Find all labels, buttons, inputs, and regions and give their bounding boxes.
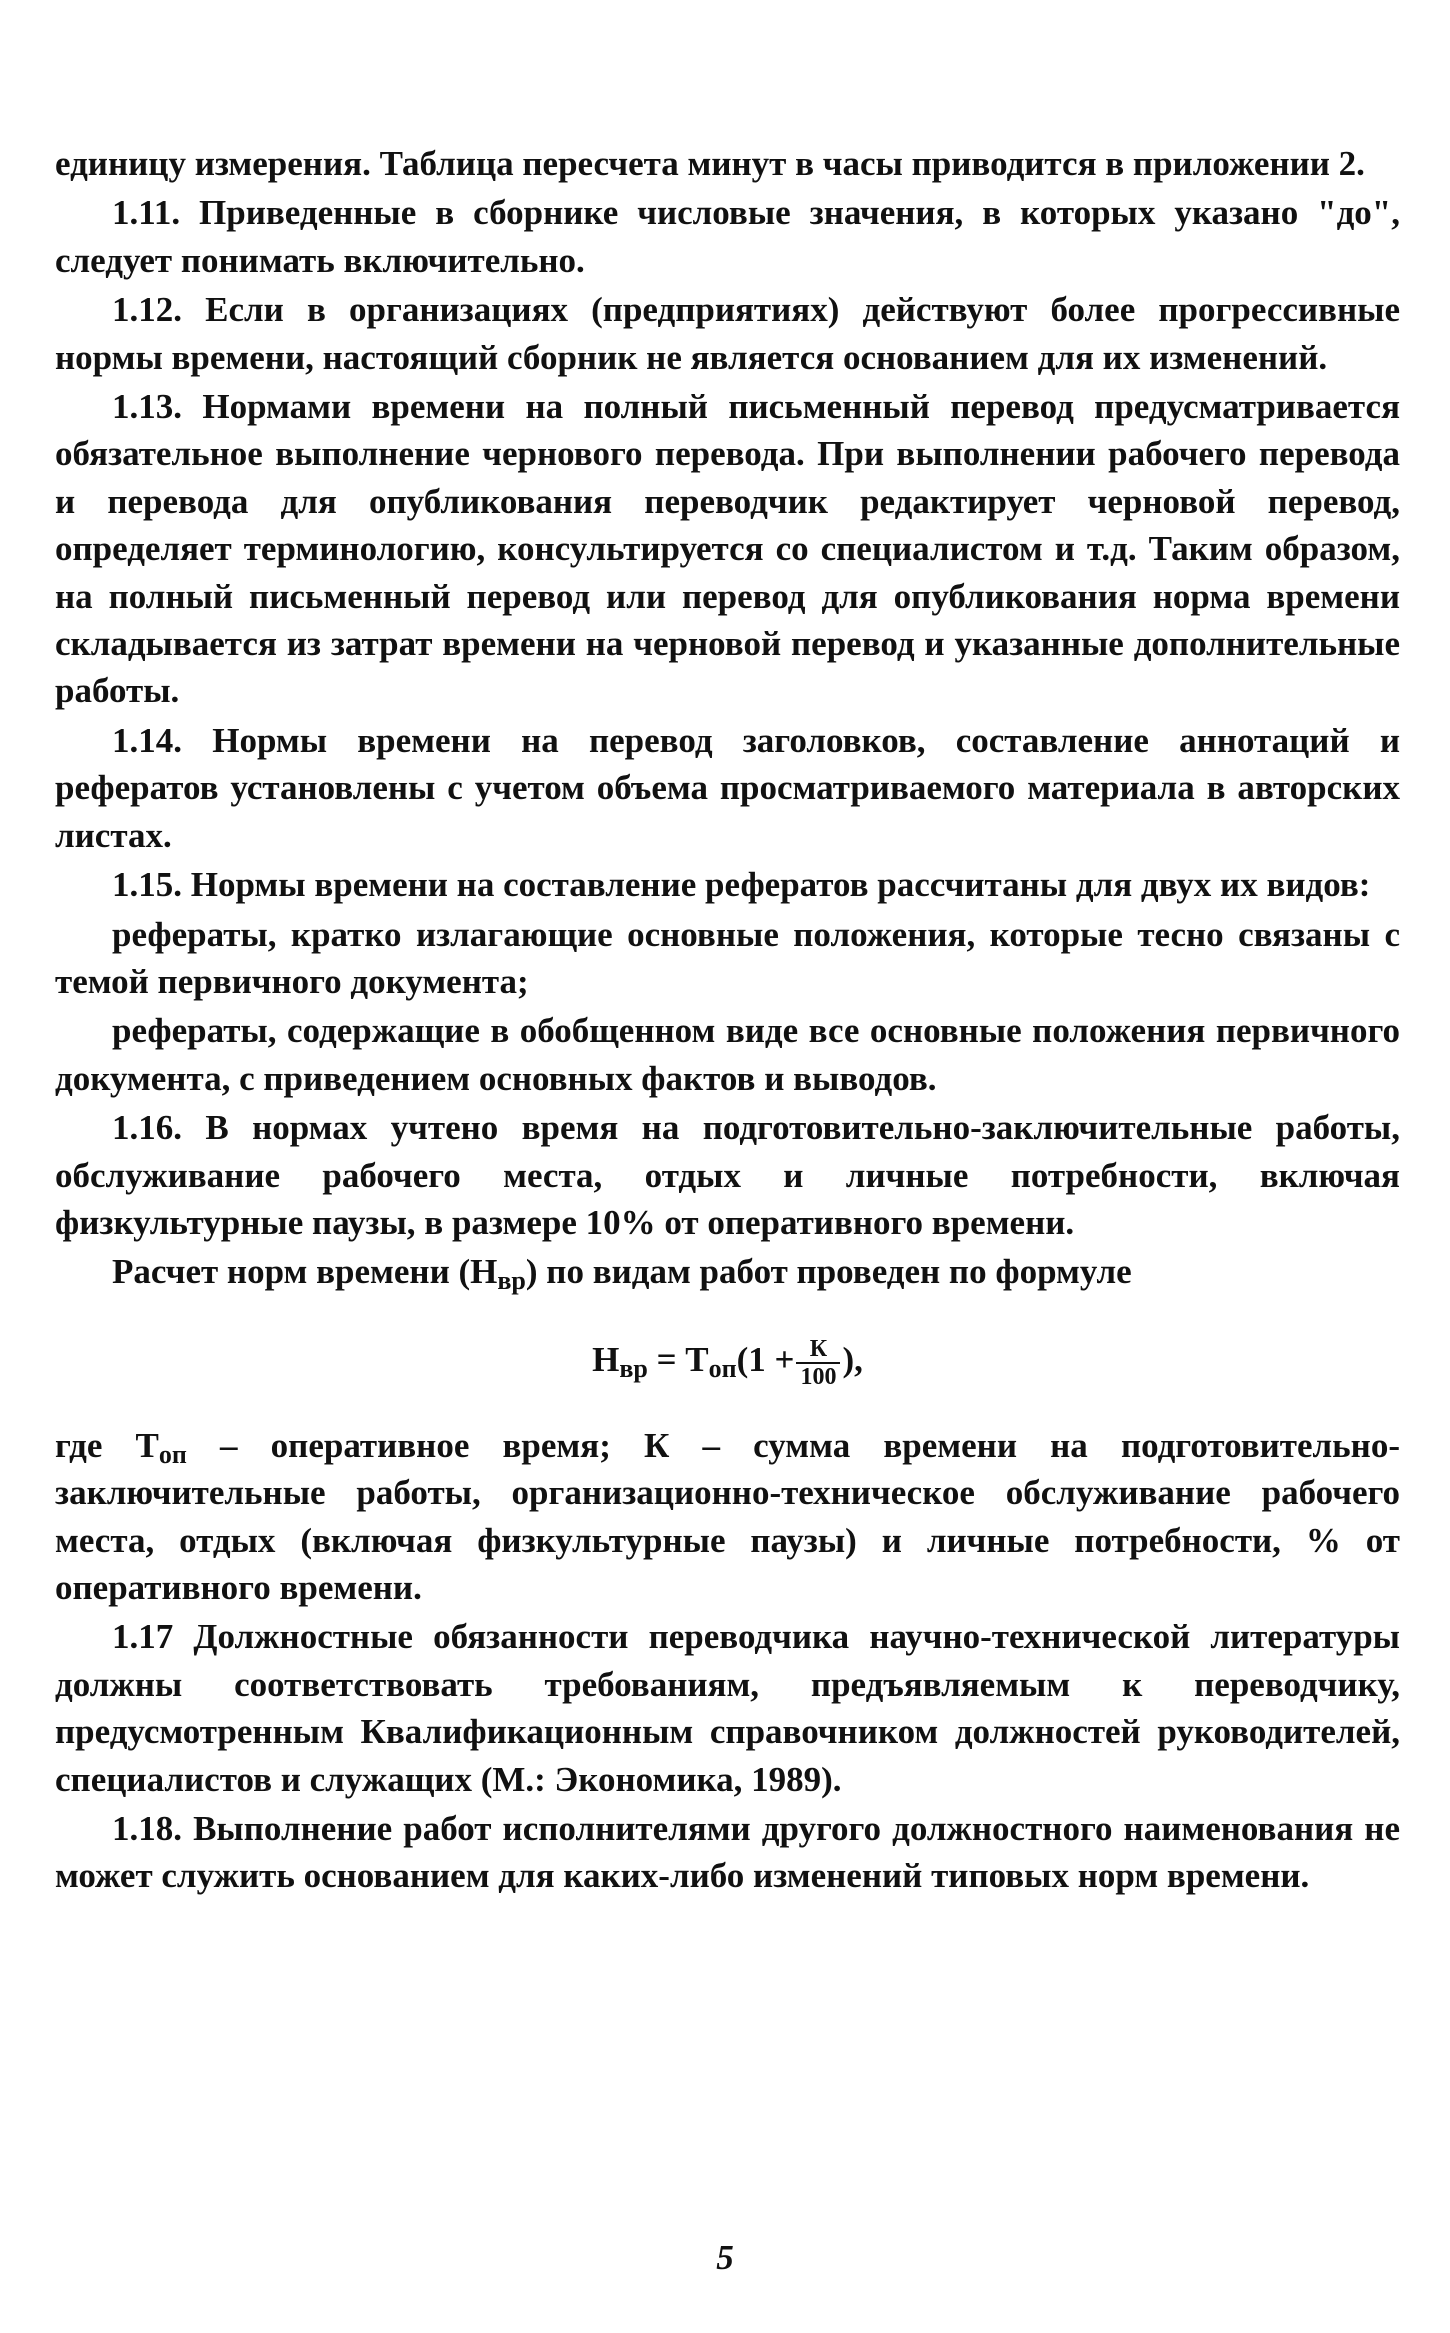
formula-denominator: 100 [796, 1362, 840, 1390]
paragraph-1-13: 1.13. Нормами времени на полный письменный перевод предусматривается обязательное выполнение чернового перевода. При выполнении рабочего перевода и перевода для опубликования переводчик редактирует черновой перевод, определяет терминологию, консультируется со специалистом и т.д. Таким образом, на полный письменный перевод или перевод для опубликования норма времени складывается из затрат времени на черновой перевод и указанные дополнительные работы. [55, 387, 1400, 711]
formula [55, 1336, 1400, 1390]
formula-intro-after: ) по видам работ проведен по формуле [525, 1252, 1132, 1292]
formula-fraction [796, 1336, 840, 1390]
paragraph-1-15: 1.15. Нормы времени на составление рефератов рассчитаны для двух их видов: [112, 865, 1371, 905]
paragraph-1-18: 1.18. Выполнение работ исполнителями другого должностного наименования не может служить основанием для каких-либо изменений типовых норм времени. [55, 1809, 1400, 1896]
paragraph-1-11: 1.11. Приведенные в сборнике числовые значения, в которых указано "до", следует понимать включительно. [55, 193, 1400, 280]
formula-intro [55, 1248, 1400, 1295]
formula-numerator: К [809, 1335, 828, 1362]
formula-close: ), [842, 1339, 863, 1379]
paragraph-1-16: 1.16. В нормах учтено время на подготовительно-заключительные работы, обслуживание рабочего места, отдых и личные потребности, включая физкультурные паузы, в размере 10% от оперативного времени. [55, 1108, 1400, 1242]
page-number: 5 [716, 2238, 734, 2277]
formula-open: (1 + [736, 1339, 795, 1379]
page-body [55, 140, 1400, 1902]
formula-t-sub: оп [708, 1353, 737, 1383]
formula-lhs: Н [592, 1339, 620, 1379]
formula-intro-sub: вр [497, 1266, 526, 1296]
formula-intro-before: Расчет норм времени (Н [112, 1252, 498, 1292]
formula-explanation [55, 1422, 1400, 1612]
paragraph-continuation: единицу измерения. Таблица пересчета минут в часы приводится в приложении 2. [55, 144, 1365, 183]
paragraph-1-17: 1.17 Должностные обязанности переводчика научно-технической литературы должны соответствовать требованиям, предъявляемым к переводчику, предусмотренным Квалификационным справочником должностей руководителей, специалистов и служащих (М.: Экономика, 1989). [55, 1617, 1400, 1799]
paragraph-1-12: 1.12. Если в организациях (предприятиях) действуют более прогрессивные нормы времени, настоящий сборник не является основанием для их изменений. [55, 290, 1400, 377]
formula-lhs-sub: вр [619, 1353, 648, 1383]
formula-explanation-after: – оперативное время; К – сумма времени на подготовительно-заключительные работы, организационно-техническое обслуживание рабочего места, отдых (включая физкультурные паузы) и личные потребности, % от оперативного времени. [55, 1425, 1400, 1607]
formula-explanation-sub: оп [158, 1439, 187, 1469]
paragraph-1-14: 1.14. Нормы времени на перевод заголовков, составление аннотаций и рефератов установлены с учетом объема просматриваемого материала в авторских листах. [55, 720, 1400, 855]
paragraph-referat-type-2: рефераты, содержащие в обобщенном виде все основные положения первичного документа, с приведением основных фактов и выводов. [55, 1011, 1400, 1098]
paragraph-referat-type-1: рефераты, кратко излагающие основные положения, которые тесно связаны с темой первичного документа; [55, 914, 1400, 1001]
formula-explanation-before: где Т [55, 1425, 159, 1465]
formula-eq: = Т [647, 1339, 709, 1379]
